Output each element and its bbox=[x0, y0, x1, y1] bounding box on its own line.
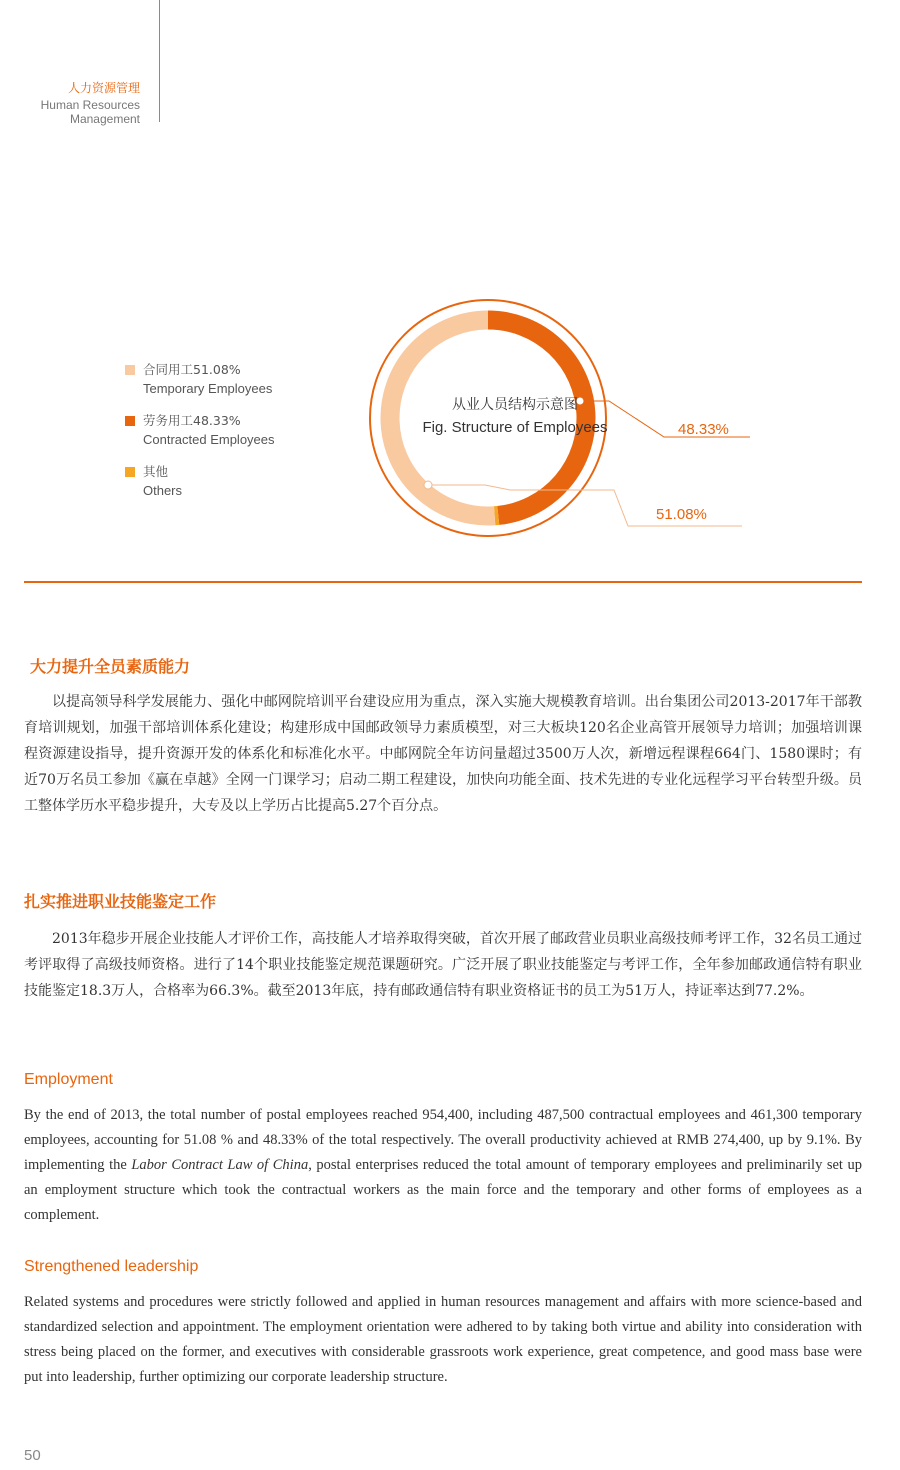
legend-item-contracted bbox=[125, 411, 275, 449]
employment-text-2: , postal enterprises reduced the total amount of temporary employees and preliminarily set up an employment structure which took the contractual workers as the main force and the temporary and other forms of employees as a complement. bbox=[24, 1157, 862, 1223]
legend-label-en: Contracted Employees bbox=[143, 432, 275, 447]
legend-label-en: Others bbox=[143, 483, 183, 498]
callout-label-contracted: 48.33% bbox=[678, 421, 729, 438]
heading-skills: 扎实推进职业技能鉴定工作 bbox=[24, 892, 217, 911]
header-divider bbox=[159, 0, 160, 122]
heading-leadership: Strengthened leadership bbox=[24, 1258, 199, 1275]
heading-quality: 大力提升全员素质能力 bbox=[30, 657, 191, 676]
callout-label-temporary: 51.08% bbox=[656, 506, 707, 523]
legend-label-cn: 其他 bbox=[143, 464, 169, 479]
legend-label-en: Temporary Employees bbox=[143, 381, 273, 396]
law-title: Labor Contract Law of China bbox=[131, 1157, 309, 1173]
page-number: 50 bbox=[24, 1447, 41, 1464]
paragraph-quality: 以提高领导科学发展能力、强化中邮网院培训平台建设应用为重点，深入实施大规模教育培训。出台集团公司2013-2017年干部教育培训规划，加强干部培训体系化建设；构建形成中国邮政领导力素质模型，对三大板块120名企业高管开展领导力培训；加强培训课程资源建设指导，提升资源开发的体系化和标准化水平。中邮网院全年访问量超过3500万人次，新增远程课程664门、1580课时；有近70万名员工参加《赢在卓越》全网一门课学习；启动二期工程建设，加快向功能全面、技术先进的专业化远程学习平台转型升级。员工整体学历水平稳步提升，大专及以上学历占比提高5.27个百分点。 bbox=[24, 694, 862, 814]
section-divider bbox=[24, 581, 862, 583]
legend-swatch-contracted bbox=[125, 416, 135, 426]
chart-title: 从业人员结构示意图 bbox=[452, 397, 578, 413]
chart-subtitle: Fig. Structure of Employees bbox=[422, 419, 608, 436]
legend-swatch-others bbox=[125, 467, 135, 477]
legend-item-others bbox=[125, 462, 275, 500]
legend-label-cn: 劳务用工48.33% bbox=[143, 413, 241, 428]
legend-label-cn: 合同用工51.08% bbox=[143, 362, 241, 377]
paragraph-leadership: Related systems and procedures were strictly followed and applied in human resources management and affairs with more science-based and standardized selection and appointment. The employment orientation were adhered to by taking both virtue and ability into consideration with stress being placed on the former, and executives with considerable grassroots work experience, great competence, and good mass base were put into leadership, further optimizing our corporate leadership structure. bbox=[24, 1294, 862, 1385]
donut-chart bbox=[360, 290, 780, 540]
legend-item-temporary bbox=[125, 360, 275, 398]
paragraph-skills: 2013年稳步开展企业技能人才评价工作，高技能人才培养取得突破，首次开展了邮政营业员职业高级技师考评工作，32名员工通过考评取得了高级技师资格。进行了14个职业技能鉴定规范课题研究。广泛开展了职业技能鉴定与考评工作，全年参加邮政通信特有职业技能鉴定18.3万人，合格率为66.3%。截至2013年底，持有邮政通信特有职业资格证书的员工为51万人，持证率达到77.2%。 bbox=[24, 931, 862, 999]
paragraph-employment bbox=[24, 1103, 862, 1228]
heading-employment: Employment bbox=[24, 1071, 113, 1088]
section-title-cn: 人力资源管理 bbox=[67, 81, 140, 95]
section-title-en: Human Resources Management bbox=[40, 98, 140, 126]
employee-structure-chart bbox=[360, 290, 780, 540]
callout-dot-temporary bbox=[424, 481, 432, 489]
chart-legend bbox=[125, 360, 275, 513]
legend-swatch-temporary bbox=[125, 365, 135, 375]
employment-text-1: By the end of 2013, the total number of postal employees reached 954,400, including 487,500 contractual employees and 461,300 temporary employees, accounting for 51.08 % and 48.33% of the total respectively. The overall productivity achieved at RMB 274,400, up by 9.1%. By implementing the bbox=[24, 1107, 862, 1173]
